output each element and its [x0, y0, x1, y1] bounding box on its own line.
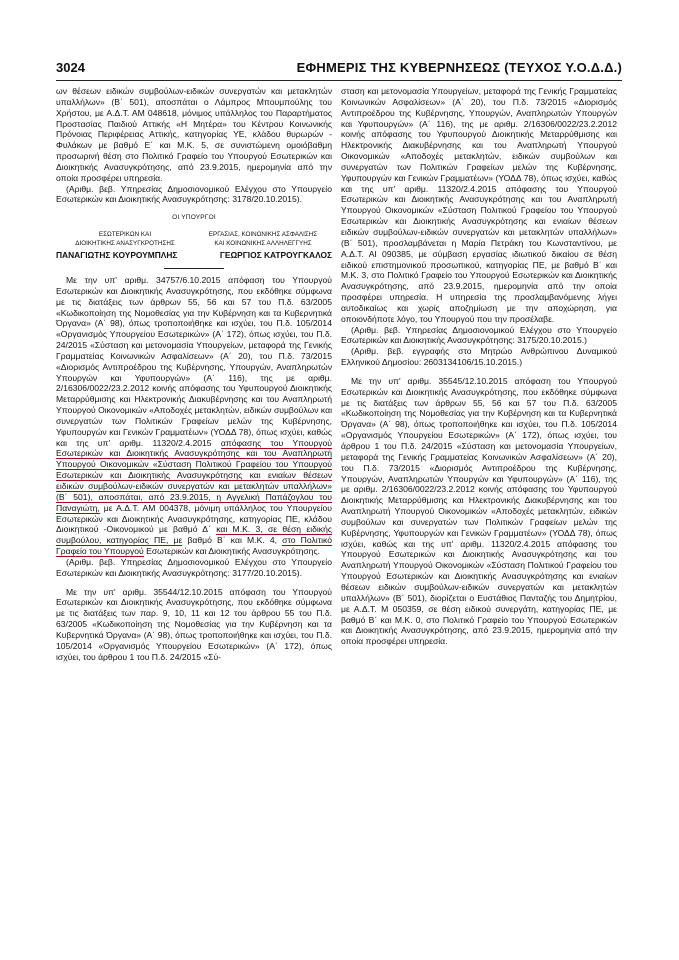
- p3-text-c: βαθμό Β΄ και Μ.Κ. 4,: [187, 535, 278, 546]
- p3-underlined-1: απόφασης του Υπουργού Εσωτερικών και Διοικητικής Ανασυγκρότησης και του Αναπληρωτή Υπουργού Οικονομικών «Σύσταση Πολιτικού Γραφείου του Υπουργού Εσωτερικών και Διοικητικής Ανασυγκρότησης και ενιαίων θέσεων ειδικών συμβούλων-ειδικών συνεργατών και μετακλητών υπαλλήλων» (Β΄ 501), αποσπάται, από 23.9.2015, η Αγγελική Παπάζογλου του Παναγιώτη,: [56, 437, 332, 513]
- left-paragraph-4: (Αριθμ. βεβ. Υπηρεσίας Δημοσιονομικού Ελέγχου στο Υπουργείο Εσωτερικών και Διοικητικής Ανασυγκρότησης: 3177/20.10.2015).: [56, 556, 332, 578]
- minister-right-title: [194, 231, 332, 248]
- right-paragraph-2: (Αριθμ. βεβ. Υπηρεσίας Δημοσιονομικού Ελέγχου στο Υπουργείο Εσωτερικών και Διοικητικής Ανασυγκρότησης: 3175/20.10.2015.): [341, 324, 617, 346]
- minister-right-line-1: ΕΡΓΑΣΙΑΣ, ΚΟΙΝΩΝΙΚΗΣ ΑΣΦΑΛΙΣΗΣ: [208, 231, 318, 239]
- p3-text-b: με Α.Δ.Τ. ΑΜ 004378, μόνιμη υπάλληλος του Υπουργείου Εσωτερικών και Διοικητικής Ανασυγκρότησης, κατηγορίας ΠΕ, κλάδου Διοικητικού -Οικονομικού με βαθμό Δ΄: [56, 502, 332, 535]
- left-paragraph-5: Με την υπ' αριθμ. 35544/12.10.2015 απόφαση του Υπουργού Εσωτερικών και Διοικητικής Ανασυγκρότησης, που εκδόθηκε σύμφωνα με τις διατάξεις των παρ. 9, 10, 11 και 12 του άρθρου 55 του Π.δ. 63/2005 «Κωδικοποίηση της Νομοθεσίας για την Κυβέρνηση και τα Κυβερνητικά Όργανα» (Α΄ 98), όπως τροποποιήθηκε και ισχύει, του Π.δ. 105/2014 «Οργανισμός Υπουργείου Εσωτερικών» (Α΄ 172), όπως ισχύει, του άρθρου 1 του Π.δ. 24/2015 «Σύ-: [56, 586, 332, 662]
- minister-names: [56, 250, 332, 261]
- p3-underlined-2: και Μ.Κ. 3, σε θέση ειδικής συμβούλου, κατηγορίας ΠΕ, με: [56, 524, 333, 546]
- minister-left-title: [56, 231, 194, 248]
- minister-name-left: ΠΑΝΑΓΙΩΤΗΣ ΚΟΥΡΟΥΜΠΛΗΣ: [56, 250, 178, 261]
- journal-title: ΕΦΗΜΕΡΙΣ ΤΗΣ ΚΥΒΕΡΝΗΣΕΩΣ (ΤΕΥΧΟΣ Υ.Ο.Δ.Δ.): [296, 60, 622, 75]
- page-number: 3024: [56, 60, 85, 75]
- left-paragraph-2: (Αριθμ. βεβ. Υπηρεσίας Δημοσιονομικού Ελέγχου στο Υπουργείο Εσωτερικών και Διοικητικής Ανασυγκρότησης: 3178/20.10.2015).: [56, 183, 332, 205]
- minister-right-line-2: ΚΑΙ ΚΟΙΝΩΝΙΚΗΣ ΑΛΛΗΛΕΓΓΥΗΣ: [214, 239, 312, 247]
- minister-name-right: ΓΕΩΡΓΙΟΣ ΚΑΤΡΟΥΓΚΑΛΟΣ: [219, 250, 332, 261]
- ministers-block: [56, 231, 332, 248]
- section-separator: [164, 268, 224, 269]
- p3-underlined-3: στο Πολιτικό Γραφείο του Υπουργού: [56, 535, 332, 557]
- left-column: [56, 86, 332, 663]
- right-paragraph-4: Με την υπ' αριθμ. 35545/12.10.2015 απόφαση του Υπουργού Εσωτερικών και Διοικητικής Ανασυγκρότησης, που εκδόθηκε σύμφωνα με τις διατάξεις των άρθρων 55, 56 και 57 του Π.δ. 63/2005 «Κωδικοποίηση της Νομοθεσίας για την Κυβέρνηση και τα Κυβερνητικά Όργανα» (Α΄ 98), όπως τροποποιήθηκε και ισχύει, του Π.δ. 105/2014 «Οργανισμός Υπουργείου Εσωτερικών» (Α΄ 172), όπως ισχύει, του άρθρου 1 του Π.δ. 24/2015 «Σύσταση και μετονομασία Υπουργείων, μεταφορά της Γενικής Γραμματείας Κοινωνικών Ασφαλίσεων» (Α΄ 20), του Π.δ. 73/2015 «Διορισμός Αντιπροέδρου της Κυβέρνησης, Υπουργών, Αναπληρωτών Υπουργών και Υφυπουργών» (Α΄ 116), της με αριθμ. 2/16306/0022/23.2.2012 κοινής απόφασης του Υφυπουργού Διοικητικής Μεταρρύθμισης και Ηλεκτρονικής Διακυβέρνησης και του Αναπληρωτή Υπουργού Οικονομικών «Αποδοχές μετακλητών, ειδικών συμβούλων και συνεργατών των Πολιτικών Γραφείων μελών της Κυβέρνησης, Υφυπουργών και Γενικών Γραμματέων» (ΥΟΔΔ 78), όπως ισχύει, καθώς και της υπ' αριθμ. 11320/2.4.2015 απόφασης του Υπουργού Εσωτερικών και Διοικητικής Ανασυγκρότησης και του Αναπληρωτή Υπουργού Οικονομικών «Σύσταση Πολιτικού Γραφείου του Υπουργού Εσωτερικών και Διοικητικής Ανασυγκρότησης και ενιαίων θέσεων ειδικών συμβούλων-ειδικών συνεργατών και μετακλητών υπαλλήλων» (Β΄ 501), διορίζεται ο Ευστάθιος Πανταζής του Δημητρίου, με Α.Δ.Τ. Μ 050359, σε θέση ειδικού συνεργάτη, κατηγορίας ΠΕ, με βαθμό Β΄ και Μ.Κ. 0, στο Πολιτικό Γραφείο του Υπουργού Εσωτερικών και Διοικητικής Ανασυγκρότησης, από 23.9.2015, ημερομηνία από την οποία προσφέρει υπηρεσία.: [341, 375, 617, 647]
- p3-text-d: Εσωτερικών και Διοικητικής Ανασυγκρότησης.: [146, 546, 320, 557]
- left-paragraph-3: [56, 275, 332, 557]
- right-paragraph-3: (Αριθμ. βεβ. εγγραφής στο Μητρώο Ανθρώπινου Δυναμικού Ελληνικού Δημοσίου: 2603134106/15.10.2015.): [341, 346, 617, 368]
- right-column: [341, 86, 617, 647]
- minister-left-line-2: ΔΙΟΙΚΗΤΙΚΗΣ ΑΝΑΣΥΓΚΡΟΤΗΣΗΣ: [75, 239, 175, 247]
- minister-left-line-1: ΕΣΩΤΕΡΙΚΩΝ ΚΑΙ: [98, 231, 152, 239]
- ministers-title: ΟΙ ΥΠΟΥΡΓΟΙ: [172, 214, 216, 222]
- right-paragraph-1: σταση και μετονομασία Υπουργείων, μεταφορά της Γενικής Γραμματείας Κοινωνικών Ασφαλίσεων» (Α΄ 20), του Π.δ. 73/2015 «Διορισμός Αντιπροέδρου της Κυβέρνησης, Υπουργών, Αναπληρωτών Υπουργών και Υφυπουργών» (Α΄ 116), της με αριθμ. 2/16306/0022/23.2.2012 κοινής απόφασης του Υφυπουργού Διοικητικής Μεταρρύθμισης και Ηλεκτρονικής Διακυβέρνησης και του Αναπληρωτή Υπουργού Οικονομικών «Αποδοχές μετακλητών, ειδικών συμβούλων και συνεργατών των Πολιτικών Γραφείων μελών της Κυβέρνησης, Υφυπουργών και Γενικών Γραμματέων» (ΥΟΔΔ 78), όπως ισχύει, καθώς και της υπ' αριθμ. 11320/2.4.2015 απόφασης του Υπουργού Εσωτερικών και Διοικητικής Ανασυγκρότησης και του Αναπληρωτή Υπουργού Οικονομικών «Σύσταση Πολιτικού Γραφείου του Υπουργού Εσωτερικών και Διοικητικής Ανασυγκρότησης και ενιαίων θέσεων ειδικών συμβούλων-ειδικών συνεργατών και μετακλητών υπαλλήλων» (Β΄ 501), προσλαμβάνεται η Μαρία Πετράκη του Κωνσταντίνου, με Α.Δ.Τ. ΑΙ 090385, με σύμβαση εργασίας ιδιωτικού δικαίου σε θέση ειδικού επιστημονικού προσωπικού, κατηγορίας ΠΕ, με βαθμό Β΄ και Μ.Κ. 3, στο Πολιτικό Γραφείο του Υπουργού Εσωτερικών και Διοικητικής Ανασυγκρότησης, από 23.9.2015, ημερομηνία από την οποία προσφέρει υπηρεσία. Η υπηρεσία της προσλαμβανόμενης λήγει αυτοδικαίως και χωρίς αποζημίωση με την αποχώρηση, για οποιονδήποτε λόγο, του Υπουργού που την προσέλαβε.: [341, 86, 617, 324]
- page-header: [56, 60, 622, 80]
- header-rule: [56, 80, 622, 81]
- left-paragraph-1: ων θέσεων ειδικών συμβούλων-ειδικών συνεργατών και μετακλητών υπαλλήλων» (Β΄ 501), αποσπάται ο Λάμπρος Μπουμπούλης του Χρήστου, με Α.Δ.Τ. ΑΜ 048618, μόνιμος υπάλληλος του Παραρτήματος Προστασίας Παιδιού Αττικής «Η Μητέρα» του Κέντρου Κοινωνικής Πρόνοιας Περιφέρειας Αττικής, κατηγορίας ΥΕ, κλάδου θυρωρών - Φυλάκων με βαθμό Ε΄ και Μ.Κ. 5, σε συνιστώμενη ομοιόβαθμη προσωρινή θέση στο Πολιτικό Γραφείο του Υπουργού Εσωτερικών και Διοικητικής Ανασυγκρότησης, από 23.9.2015, ημερομηνία από την οποία προσφέρει υπηρεσία.: [56, 86, 332, 183]
- p3-text-a: Με την υπ' αριθμ. 34757/6.10.2015 απόφαση του Υπουργού Εσωτερικών και Διοικητικής Ανασυγκρότησης, που εκδόθηκε σύμφωνα με τις διατάξεις των άρθρων 55, 56 και 57 του Π.δ. 63/2005 «Κωδικοποίηση της Νομοθεσίας για την Κυβέρνηση και τα Κυβερνητικά Όργανα» (Α΄ 98), όπως τροποποιήθηκε και ισχύει, του Π.δ. 105/2014 «Οργανισμός Υπουργείου Εσωτερικών» (Α΄ 172), όπως ισχύει, του Π.δ. 24/2015 «Σύσταση και μετονομασία Υπουργείων, μεταφορά της Γενικής Γραμματείας Κοινωνικών Ασφαλίσεων» (Α΄ 20), του Π.δ. 73/2015 «Διορισμός Αντιπροέδρου της Κυβέρνησης, Υπουργών, Αναπληρωτών Υπουργών και Υφυπουργών» (Α΄ 116), της με αριθμ. 2/16306/0022/23.2.2012 κοινής απόφασης του Υφυπουργού Διοικητικής Μεταρρύθμισης και Ηλεκτρονικής Διακυβέρνησης και του Αναπληρωτή Υπουργού Οικονομικών «Αποδοχές μετακλητών, ειδικών συμβούλων και συνεργατών των Πολιτικών Γραφείων μελών της Κυβέρνησης, Υφυπουργών και Γενικών Γραμματέων» (ΥΟΔΔ 78), όπως ισχύει, καθώς και της υπ' αριθμ. 11320/2.4.2015: [56, 274, 332, 448]
